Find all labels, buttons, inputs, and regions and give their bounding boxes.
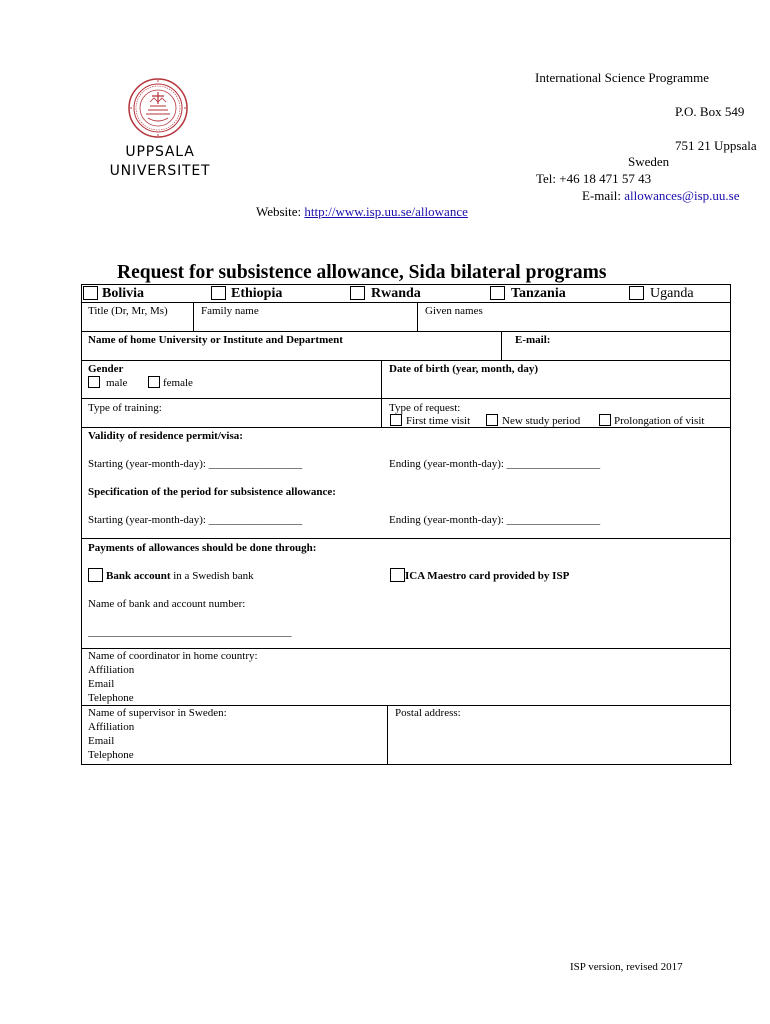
university-name-line1: UPPSALA — [125, 144, 195, 160]
title-field-label: Title (Dr, Mr, Ms) — [88, 305, 168, 317]
table-border-left — [81, 284, 82, 765]
table-line — [81, 302, 731, 303]
table-border-bottom — [81, 764, 732, 765]
bank-account-checkbox[interactable] — [88, 568, 103, 582]
coordinator-telephone: Telephone — [88, 692, 134, 704]
male-label: male — [106, 377, 128, 389]
coordinator-affiliation: Affiliation — [88, 664, 135, 676]
programme-name: International Science Programme — [535, 70, 709, 85]
period-starting-field[interactable]: Starting (year-month-day): _________________ — [88, 514, 303, 526]
footer-version: ISP version, revised 2017 — [570, 961, 683, 973]
country-checkbox-rwanda[interactable] — [350, 286, 365, 300]
bank-account-bold: Bank account — [106, 570, 171, 582]
female-checkbox[interactable] — [148, 376, 160, 388]
table-line — [81, 398, 731, 399]
country-checkbox-bolivia[interactable] — [83, 286, 98, 300]
country-label-rwanda: Rwanda — [371, 286, 421, 301]
table-line — [417, 302, 418, 331]
email-field-label: E-mail: — [515, 334, 551, 346]
ica-card-checkbox[interactable] — [390, 568, 405, 582]
table-line — [193, 302, 194, 331]
validity-ending-field[interactable]: Ending (year-month-day): _________________ — [389, 458, 601, 470]
bank-name-label: Name of bank and account number: — [88, 598, 246, 610]
telephone: Tel: +46 18 471 57 43 — [536, 171, 652, 186]
bank-account-label — [106, 570, 254, 583]
home-university-label: Name of home University or Institute and Department — [88, 334, 343, 346]
postal-address-label: Postal address: — [395, 707, 461, 719]
first-time-visit-label: First time visit — [406, 415, 471, 427]
family-name-label: Family name — [201, 305, 259, 317]
form-title: Request for subsistence allowance, Sida bilateral programs — [117, 262, 607, 283]
table-line — [81, 648, 731, 649]
website-link[interactable]: http://www.isp.uu.se/allowance — [304, 204, 468, 219]
country-label-tanzania: Tanzania — [511, 286, 566, 301]
country-label-uganda: Uganda — [650, 286, 694, 301]
country: Sweden — [628, 154, 670, 169]
email-line — [582, 188, 739, 204]
table-line — [81, 331, 731, 332]
gender-label: Gender — [88, 363, 124, 375]
coordinator-label: Name of coordinator in home country: — [88, 650, 258, 662]
email-label: E-mail: — [582, 188, 625, 203]
website-label: Website: — [256, 204, 305, 219]
table-line — [501, 331, 502, 360]
table-border-right — [730, 284, 731, 765]
type-of-request-label: Type of request: — [389, 402, 461, 414]
prolongation-checkbox[interactable] — [599, 414, 611, 426]
female-label: female — [163, 377, 193, 389]
table-line — [387, 705, 388, 765]
new-study-period-checkbox[interactable] — [486, 414, 498, 426]
new-study-period-label: New study period — [502, 415, 581, 427]
university-name-line2: UNIVERSITET — [109, 163, 211, 179]
email-link[interactable]: allowances@isp.uu.se — [624, 188, 740, 203]
coordinator-email: Email — [88, 678, 115, 690]
specification-label: Specification of the period for subsistence allowance: — [88, 486, 336, 498]
country-checkbox-tanzania[interactable] — [490, 286, 505, 300]
supervisor-email: Email — [88, 735, 115, 747]
supervisor-affiliation: Affiliation — [88, 721, 135, 733]
table-line — [81, 538, 731, 539]
bank-name-line[interactable]: _____________________________________ — [88, 626, 292, 638]
table-line — [81, 705, 731, 706]
given-names-label: Given names — [425, 305, 483, 317]
table-border-top — [81, 284, 731, 285]
male-checkbox[interactable] — [88, 376, 100, 388]
payments-label: Payments of allowances should be done through: — [88, 542, 317, 554]
po-box: P.O. Box 549 — [675, 104, 745, 119]
prolongation-label: Prolongation of visit — [614, 415, 705, 427]
country-label-ethiopia: Ethiopia — [231, 286, 283, 301]
table-line — [381, 360, 382, 427]
period-ending-field[interactable]: Ending (year-month-day): _________________ — [389, 514, 601, 526]
validity-label: Validity of residence permit/visa: — [88, 430, 243, 442]
supervisor-label: Name of supervisor in Sweden: — [88, 707, 227, 719]
website-line — [256, 204, 468, 220]
supervisor-telephone: Telephone — [88, 749, 134, 761]
country-label-bolivia: Bolivia — [102, 286, 145, 301]
type-of-training-label: Type of training: — [88, 402, 162, 414]
country-checkbox-uganda[interactable] — [629, 286, 644, 300]
university-seal-icon — [128, 78, 188, 138]
validity-starting-field[interactable]: Starting (year-month-day): _________________ — [88, 458, 303, 470]
city: 751 21 Uppsala — [675, 138, 757, 153]
ica-card-label: ICA Maestro card provided by ISP — [405, 570, 570, 582]
first-time-visit-checkbox[interactable] — [390, 414, 402, 426]
country-checkbox-ethiopia[interactable] — [211, 286, 226, 300]
table-line — [81, 360, 731, 361]
university-name — [100, 143, 220, 181]
bank-account-rest: in a Swedish bank — [170, 570, 254, 582]
dob-label: Date of birth (year, month, day) — [389, 363, 538, 375]
